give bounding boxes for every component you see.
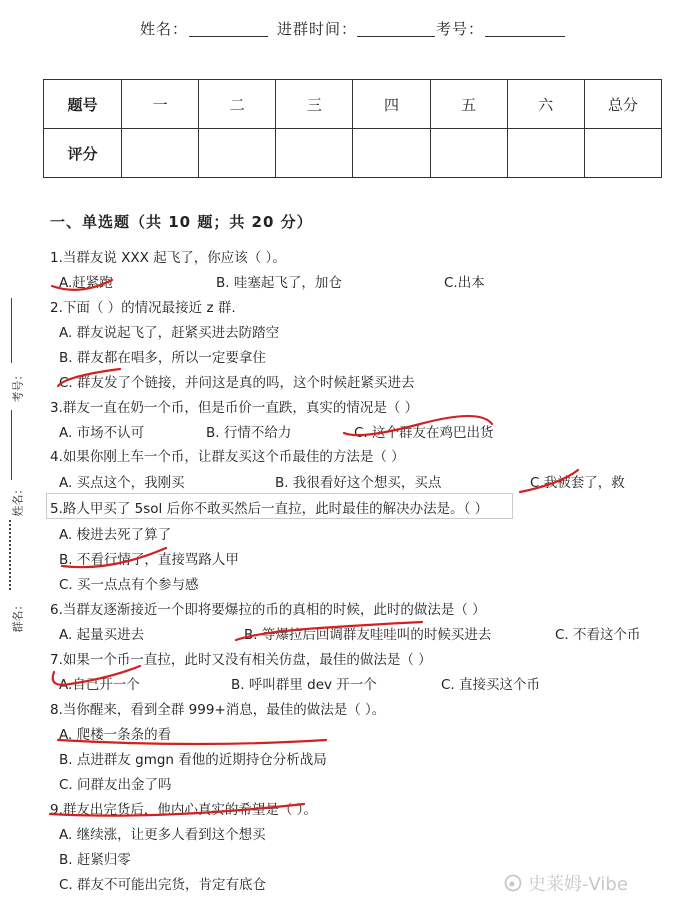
- question-3-option-a: A. 市场不认可: [59, 425, 145, 441]
- answer-mark-q7: [53, 666, 140, 685]
- score-col-total: 总分: [584, 80, 661, 129]
- question-7-option-b: B. 呼叫群里 dev 开一个: [231, 677, 377, 693]
- question-6-option-c: C. 不看这个币: [555, 627, 641, 643]
- question-4-option-a: A. 买点这个，我刚买: [59, 475, 185, 491]
- name-label: 姓名：: [140, 20, 189, 38]
- answer-mark-q4: [520, 470, 578, 492]
- exam-id-label: 考号：: [436, 20, 485, 38]
- answer-mark-q3: [344, 416, 492, 435]
- question-5-option-b: B. 不看行情了，直接骂路人甲: [59, 552, 239, 568]
- question-9-option-a: A. 继续涨，让更多人看到这个想买: [59, 827, 266, 843]
- question-6-option-a: A. 起量买进去: [59, 627, 145, 643]
- score-col-1: 一: [122, 80, 199, 129]
- question-7-option-a: A.自己开一个: [59, 677, 140, 693]
- question-8-stem: 8.当你醒来，看到全群 999+消息，最佳的做法是（ ）。: [50, 702, 386, 718]
- score-col-5: 五: [430, 80, 507, 129]
- question-3-stem: 3.群友一直在奶一个币，但是币价一直跌，真实的情况是（ ）: [50, 400, 419, 416]
- question-7-option-c: C. 直接买这个币: [441, 677, 541, 693]
- answer-mark-q2: [58, 369, 120, 386]
- margin-group-label: 群名：: [11, 599, 25, 633]
- question-8-option-b: B. 点进群友 gmgn 看他的近期持仓分析战局: [59, 752, 327, 768]
- question-6-option-b: B. 等爆拉后回调群友哇哇叫的时候买进去: [244, 627, 492, 643]
- question-2-stem: 2.下面（ ）的情况最接近 z 群.: [50, 300, 236, 316]
- answer-mark-q8: [58, 740, 326, 744]
- score-col-3: 三: [276, 80, 353, 129]
- watermark-text: 史莱姆-Vibe: [528, 874, 628, 895]
- question-1-option-a: A.赶紧跑: [59, 275, 113, 291]
- answer-mark-q5: [62, 548, 166, 567]
- question-5-option-c: C. 买一点点有个参与感: [59, 577, 199, 593]
- question-4-stem: 4.如果你刚上车一个币，让群友买这个币最佳的方法是（ ）: [50, 449, 405, 465]
- score-col-4: 四: [353, 80, 430, 129]
- question-3-option-b: B. 行情不给力: [206, 425, 292, 441]
- question-9-option-c: C. 群友不可能出完货，肯定有底仓: [59, 877, 267, 893]
- question-2-option-a: A. 群友说起飞了，赶紧买进去防踏空: [59, 325, 280, 341]
- margin-id-label: 考号：: [11, 369, 25, 403]
- question-8-option-c: C. 问群友出金了吗: [59, 777, 172, 793]
- question-2-option-c: C. 群友发了个链接，并问这是真的吗，这个时候赶紧买进去: [59, 375, 415, 391]
- question-5-stem: 5.路人甲买了 5sol 后你不敢买然后一直拉，此时最佳的解决办法是。（ ）: [50, 501, 489, 517]
- question-9-stem: 9.群友出完货后，他内心真实的希望是（ ）。: [50, 802, 317, 818]
- section-title: 一、单选题（共 10 题；共 20 分）: [50, 213, 313, 231]
- question-4-option-b: B. 我很看好这个想买，买点: [275, 475, 442, 491]
- answer-mark-q1: [52, 280, 112, 290]
- question-5-option-a: A. 梭进去死了算了: [59, 527, 172, 543]
- question-3-option-c: C. 这个群友在鸡巴出货: [354, 425, 494, 441]
- score-label: 评分: [44, 129, 122, 178]
- answer-mark-q9: [50, 804, 304, 816]
- question-1-option-c: C.出本: [444, 275, 485, 291]
- question-2-option-b: B. 群友都在唱多，所以一定要拿住: [59, 350, 266, 366]
- question-1-option-b: B. 哇塞起飞了，加仓: [216, 275, 342, 291]
- margin-name-label: 姓名：: [11, 483, 25, 517]
- question-4-option-c: C.我被套了，救: [530, 475, 625, 491]
- question-7-stem: 7.如果一个币一直拉，此时又没有相关仿盘，最佳的做法是（ ）: [50, 652, 432, 668]
- question-1-stem: 1.当群友说 XXX 起飞了，你应该（ ）。: [50, 250, 286, 266]
- question-number-label: 题号: [44, 80, 122, 129]
- answer-mark-q6: [236, 622, 422, 640]
- weibo-icon: [503, 872, 523, 892]
- question-8-option-a: A. 爬楼一条条的看: [59, 727, 172, 743]
- score-col-2: 二: [199, 80, 276, 129]
- join-time-label: 进群时间：: [277, 20, 358, 38]
- score-col-6: 六: [507, 80, 584, 129]
- question-6-stem: 6.当群友逐渐接近一个即将要爆拉的币的真相的时候，此时的做法是（ ）: [50, 602, 486, 618]
- question-9-option-b: B. 赶紧归零: [59, 852, 131, 868]
